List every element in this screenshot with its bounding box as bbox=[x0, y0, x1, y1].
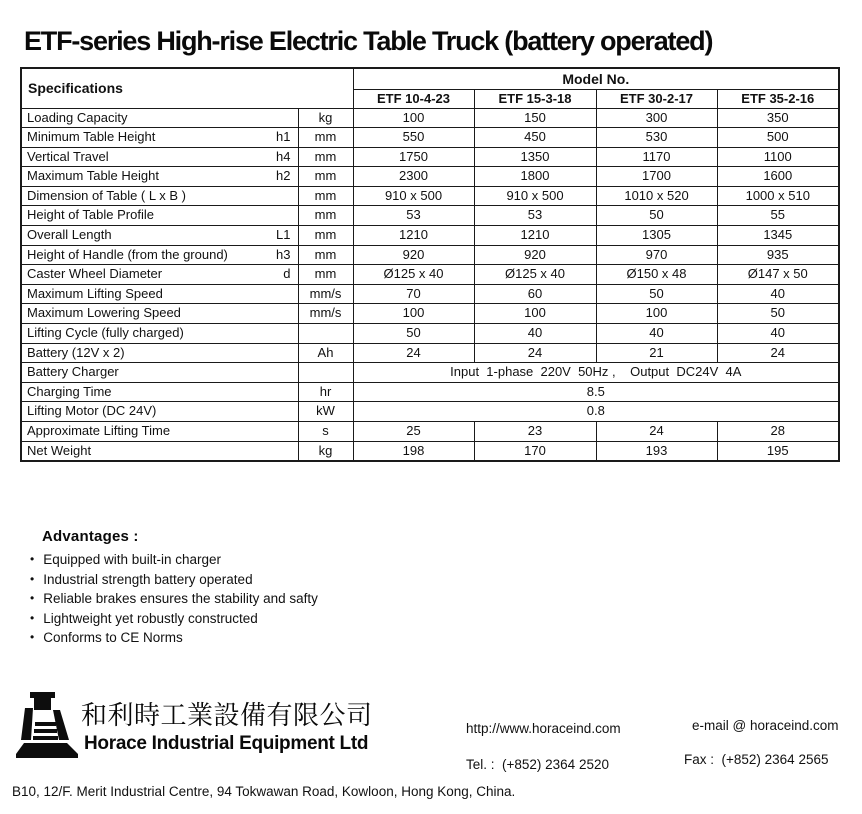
spec-value: 1700 bbox=[596, 167, 717, 187]
table-row bbox=[21, 284, 839, 304]
table-row bbox=[21, 128, 839, 148]
spec-symbol: h2 bbox=[276, 168, 291, 184]
spec-value: 23 bbox=[474, 422, 596, 442]
spec-unit: s bbox=[298, 422, 353, 442]
company-name-chinese: 和利時工業設備有限公司 bbox=[81, 700, 373, 730]
spec-value: 300 bbox=[596, 108, 717, 128]
spec-value: 1000 x 510 bbox=[717, 186, 839, 206]
spec-value: 1100 bbox=[717, 147, 839, 167]
spec-unit bbox=[298, 363, 353, 383]
spec-value-merged: 0.8 bbox=[353, 402, 839, 422]
model-column-header: ETF 15-3-18 bbox=[474, 89, 596, 108]
spec-value: 28 bbox=[717, 422, 839, 442]
spec-symbol: h4 bbox=[276, 148, 291, 164]
spec-value: 40 bbox=[474, 324, 596, 344]
spec-unit: kW bbox=[298, 402, 353, 422]
spec-value: 50 bbox=[596, 206, 717, 226]
spec-label: Lifting Motor (DC 24V) bbox=[21, 402, 298, 422]
spec-value: 195 bbox=[717, 441, 839, 461]
telephone-number: Tel. : (+852) 2364 2520 bbox=[466, 757, 609, 772]
spec-value: 1305 bbox=[596, 226, 717, 246]
spec-table-body bbox=[21, 108, 839, 461]
spec-value: 50 bbox=[353, 324, 474, 344]
spec-label: Battery Charger bbox=[21, 363, 298, 383]
spec-value-merged: Input 1-phase 220V 50Hz , Output DC24V 4A bbox=[353, 363, 839, 383]
spec-unit: mm/s bbox=[298, 284, 353, 304]
spec-value: 1350 bbox=[474, 147, 596, 167]
spec-symbol: d bbox=[283, 266, 291, 282]
spec-unit: mm bbox=[298, 226, 353, 246]
spec-value: 1170 bbox=[596, 147, 717, 167]
advantages-section bbox=[30, 528, 318, 651]
spec-value: 1750 bbox=[353, 147, 474, 167]
spec-value: 970 bbox=[596, 245, 717, 265]
spec-symbol: L1 bbox=[276, 227, 291, 243]
table-row bbox=[21, 265, 839, 285]
spec-label: L1 Overall Length bbox=[21, 226, 298, 246]
model-column-header: ETF 30-2-17 bbox=[596, 89, 717, 108]
spec-unit: mm bbox=[298, 245, 353, 265]
spec-value: 1010 x 520 bbox=[596, 186, 717, 206]
table-row bbox=[21, 206, 839, 226]
spec-unit: mm bbox=[298, 167, 353, 187]
spec-value: 60 bbox=[474, 284, 596, 304]
spec-value: 100 bbox=[474, 304, 596, 324]
table-row bbox=[21, 422, 839, 442]
spec-value: 55 bbox=[717, 206, 839, 226]
table-row bbox=[21, 186, 839, 206]
spec-unit: hr bbox=[298, 382, 353, 402]
spec-value: 2300 bbox=[353, 167, 474, 187]
table-row bbox=[21, 402, 839, 422]
spec-value: 910 x 500 bbox=[353, 186, 474, 206]
spec-value: 193 bbox=[596, 441, 717, 461]
spec-value: 198 bbox=[353, 441, 474, 461]
spec-value: 550 bbox=[353, 128, 474, 148]
table-row bbox=[21, 245, 839, 265]
spec-value: 450 bbox=[474, 128, 596, 148]
spec-label: Height of Table Profile bbox=[21, 206, 298, 226]
model-column-header: ETF 35-2-16 bbox=[717, 89, 839, 108]
spec-symbol: h1 bbox=[276, 129, 291, 145]
advantage-item: • Equipped with built-in charger bbox=[30, 553, 318, 567]
table-row bbox=[21, 147, 839, 167]
table-row bbox=[21, 343, 839, 363]
spec-value: 910 x 500 bbox=[474, 186, 596, 206]
advantages-heading: Advantages : bbox=[42, 528, 139, 545]
table-row bbox=[21, 363, 839, 383]
spec-symbol: h3 bbox=[276, 246, 291, 262]
spec-value: Ø125 x 40 bbox=[353, 265, 474, 285]
spec-value: 40 bbox=[596, 324, 717, 344]
spec-value: 100 bbox=[353, 108, 474, 128]
model-column-header: ETF 10-4-23 bbox=[353, 89, 474, 108]
spec-value: 530 bbox=[596, 128, 717, 148]
spec-unit: mm bbox=[298, 186, 353, 206]
spec-unit: mm bbox=[298, 128, 353, 148]
advantages-list bbox=[30, 553, 318, 645]
spec-value: 53 bbox=[474, 206, 596, 226]
spec-unit: mm bbox=[298, 206, 353, 226]
advantage-item: • Conforms to CE Norms bbox=[30, 631, 318, 645]
spec-value: 50 bbox=[717, 304, 839, 324]
table-row bbox=[21, 382, 839, 402]
spec-label: h4 Vertical Travel bbox=[21, 147, 298, 167]
spec-unit: mm bbox=[298, 147, 353, 167]
spec-value-merged: 8.5 bbox=[353, 382, 839, 402]
table-row bbox=[21, 167, 839, 187]
company-name-english: Horace Industrial Equipment Ltd bbox=[84, 733, 369, 754]
spec-value: 935 bbox=[717, 245, 839, 265]
spec-label: Net Weight bbox=[21, 441, 298, 461]
spec-value: 24 bbox=[596, 422, 717, 442]
spec-value: 500 bbox=[717, 128, 839, 148]
advantage-item: • Reliable brakes ensures the stability and safty bbox=[30, 592, 318, 606]
spec-value: 170 bbox=[474, 441, 596, 461]
spec-label: Charging Time bbox=[21, 382, 298, 402]
spec-value: 24 bbox=[474, 343, 596, 363]
spec-value: 24 bbox=[353, 343, 474, 363]
spec-label: Loading Capacity bbox=[21, 108, 298, 128]
spec-label: h1 Minimum Table Height bbox=[21, 128, 298, 148]
page-title: ETF-series High-rise Electric Table Truck (battery operated) bbox=[24, 26, 713, 57]
specifications-header: Specifications bbox=[21, 68, 353, 108]
email-address: e-mail @ horaceind.com bbox=[692, 718, 839, 733]
spec-value: 100 bbox=[596, 304, 717, 324]
spec-unit bbox=[298, 324, 353, 344]
spec-value: 920 bbox=[353, 245, 474, 265]
spec-label: Approximate Lifting Time bbox=[21, 422, 298, 442]
spec-value: 21 bbox=[596, 343, 717, 363]
spec-value: Ø150 x 48 bbox=[596, 265, 717, 285]
model-no-header: Model No. bbox=[353, 68, 839, 89]
spec-label: Lifting Cycle (fully charged) bbox=[21, 324, 298, 344]
spec-label: Maximum Lifting Speed bbox=[21, 284, 298, 304]
spec-value: 53 bbox=[353, 206, 474, 226]
spec-unit: mm/s bbox=[298, 304, 353, 324]
spec-label: d Caster Wheel Diameter bbox=[21, 265, 298, 285]
table-header-row-1 bbox=[21, 68, 839, 89]
spec-unit: kg bbox=[298, 108, 353, 128]
spec-label: h3 Height of Handle (from the ground) bbox=[21, 245, 298, 265]
spec-value: 350 bbox=[717, 108, 839, 128]
spec-value: 1210 bbox=[474, 226, 596, 246]
table-row bbox=[21, 226, 839, 246]
table-row bbox=[21, 441, 839, 461]
table-row bbox=[21, 304, 839, 324]
spec-value: 70 bbox=[353, 284, 474, 304]
spec-value: 1600 bbox=[717, 167, 839, 187]
spec-value: 150 bbox=[474, 108, 596, 128]
website-url: http://www.horaceind.com bbox=[466, 721, 621, 736]
fax-number: Fax : (+852) 2364 2565 bbox=[684, 752, 829, 767]
spec-label: Battery (12V x 2) bbox=[21, 343, 298, 363]
spec-value: 50 bbox=[596, 284, 717, 304]
lift-table-truck-logo-icon bbox=[16, 692, 78, 758]
spec-unit: kg bbox=[298, 441, 353, 461]
spec-value: 25 bbox=[353, 422, 474, 442]
spec-label: h2 Maximum Table Height bbox=[21, 167, 298, 187]
spec-value: 1800 bbox=[474, 167, 596, 187]
specifications-table bbox=[20, 67, 840, 462]
spec-value: 24 bbox=[717, 343, 839, 363]
spec-value: 1345 bbox=[717, 226, 839, 246]
table-row bbox=[21, 108, 839, 128]
advantage-item: • Lightweight yet robustly constructed bbox=[30, 612, 318, 626]
spec-unit: mm bbox=[298, 265, 353, 285]
company-address: B10, 12/F. Merit Industrial Centre, 94 Tokwawan Road, Kowloon, Hong Kong, China. bbox=[12, 784, 516, 799]
spec-value: Ø125 x 40 bbox=[474, 265, 596, 285]
advantage-item: • Industrial strength battery operated bbox=[30, 573, 318, 587]
spec-value: 40 bbox=[717, 284, 839, 304]
spec-label: Dimension of Table ( L x B ) bbox=[21, 186, 298, 206]
spec-label: Maximum Lowering Speed bbox=[21, 304, 298, 324]
spec-unit: Ah bbox=[298, 343, 353, 363]
spec-value: 40 bbox=[717, 324, 839, 344]
spec-value: 100 bbox=[353, 304, 474, 324]
spec-value: Ø147 x 50 bbox=[717, 265, 839, 285]
table-row bbox=[21, 324, 839, 344]
spec-value: 920 bbox=[474, 245, 596, 265]
spec-value: 1210 bbox=[353, 226, 474, 246]
